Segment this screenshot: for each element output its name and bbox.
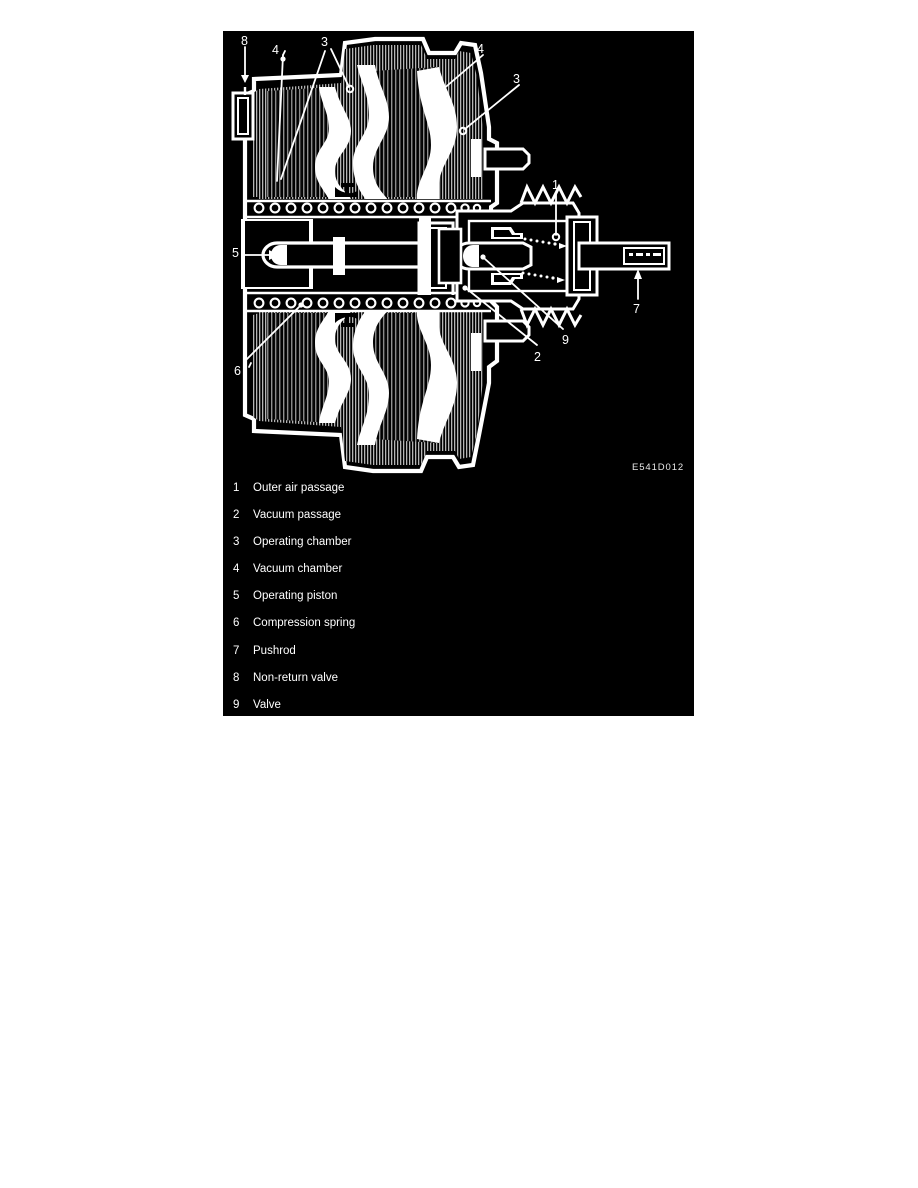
- legend-number: 9: [233, 698, 240, 711]
- legend-list: [231, 481, 691, 716]
- non-return-valve-port: [233, 87, 253, 139]
- legend-number: 2: [233, 509, 240, 522]
- legend-item: [231, 481, 691, 508]
- legend-label: Operating chamber: [253, 536, 352, 549]
- legend-item: [231, 671, 691, 698]
- legend-label: Pushrod: [253, 644, 296, 657]
- callout-3a: 3: [321, 35, 328, 49]
- legend-label: Valve: [253, 698, 281, 711]
- legend-number: 7: [233, 644, 240, 657]
- legend-item: [231, 644, 691, 671]
- brake-booster-diagram: [223, 31, 694, 481]
- piston-inner-sleeve: [419, 217, 461, 295]
- legend-item: [231, 508, 691, 535]
- callout-4a: 4: [272, 43, 279, 57]
- legend-number: 3: [233, 536, 240, 549]
- legend-item: [231, 616, 691, 643]
- compression-spring-upper: [247, 199, 491, 217]
- legend-label: Compression spring: [253, 617, 356, 630]
- legend-item: [231, 589, 691, 616]
- pushrod: [579, 243, 669, 269]
- valve-body-assembly: [455, 203, 597, 309]
- legend-number: 1: [233, 482, 240, 494]
- legend-number: 8: [233, 671, 240, 684]
- callout-5: 5: [232, 246, 239, 260]
- diagram-svg: [223, 31, 694, 481]
- legend-number: 6: [233, 617, 240, 630]
- figure-id-label: E541D012: [632, 462, 685, 473]
- figure-panel: [223, 31, 694, 716]
- callout-9: 9: [562, 333, 569, 347]
- callout-2: 2: [534, 350, 541, 364]
- legend-item: [231, 535, 691, 562]
- compression-spring-lower: [247, 293, 491, 311]
- callout-8: 8: [241, 34, 248, 48]
- callout-4b: 4: [477, 42, 484, 56]
- legend-label: Operating piston: [253, 590, 338, 603]
- legend-item: [231, 562, 691, 589]
- callout-7: 7: [633, 302, 640, 316]
- legend-number: 5: [233, 590, 240, 603]
- legend-label: Vacuum passage: [253, 509, 342, 522]
- legend-label: Outer air passage: [253, 482, 345, 494]
- legend-label: Non-return valve: [253, 671, 339, 684]
- callout-6: 6: [234, 364, 241, 378]
- legend-label: Vacuum chamber: [253, 563, 343, 576]
- legend-number: 4: [233, 563, 240, 576]
- legend-item: [231, 698, 691, 716]
- callout-1: 1: [552, 178, 559, 192]
- callout-3b: 3: [513, 72, 520, 86]
